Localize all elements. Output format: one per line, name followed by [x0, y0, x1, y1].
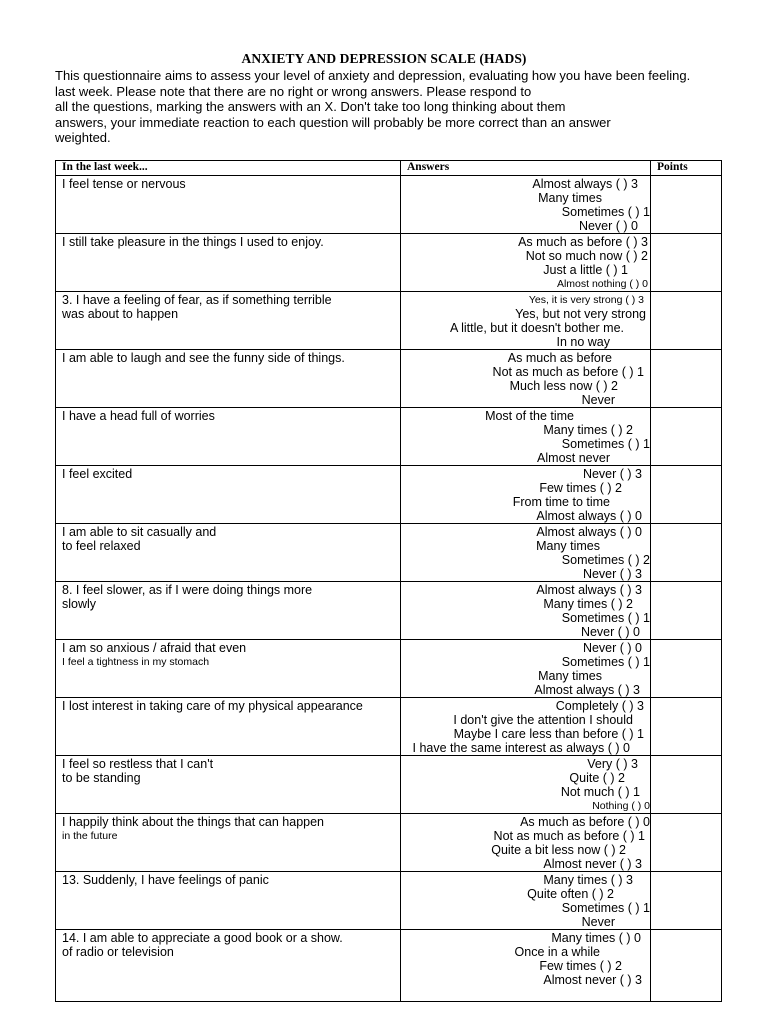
question-text: 3. I have a feeling of fear, as if something terrible [62, 293, 332, 307]
answer-option[interactable]: Quite often ( ) 2 [527, 887, 614, 901]
question-row [56, 176, 722, 234]
points-column-header: Points [651, 161, 722, 176]
question-row [56, 292, 722, 350]
intro-line: weighted. [55, 130, 111, 146]
answers-cell [401, 814, 651, 872]
question-text: to be standing [62, 771, 141, 785]
question-row [56, 640, 722, 698]
intro-paragraph [55, 68, 735, 146]
points-cell[interactable] [651, 176, 722, 234]
question-column-header: In the last week... [56, 161, 401, 176]
question-text: slowly [62, 597, 97, 611]
answer-option[interactable]: Never ( ) 0 [580, 625, 640, 639]
answer-option[interactable]: I don't give the attention I should [453, 713, 633, 727]
answer-option[interactable]: Most of the time [485, 409, 574, 423]
answers-cell [401, 466, 651, 524]
intro-line: This questionnaire aims to assess your level of anxiety and depression, evaluating how you have been feeling. [55, 68, 691, 83]
question-row [56, 814, 722, 872]
answer-option[interactable]: Once in a while [514, 945, 600, 959]
answer-option[interactable]: Maybe I care less than before ( ) 1 [453, 727, 644, 741]
answers-cell [401, 930, 651, 1002]
points-cell[interactable] [651, 292, 722, 350]
question-text: I lost interest in taking care of my physical appearance [62, 699, 363, 713]
answer-option[interactable]: Many times ( ) 0 [551, 931, 641, 945]
question-text: I am so anxious / afraid that even [62, 641, 247, 655]
question-row [56, 408, 722, 466]
answers-cell [401, 872, 651, 930]
points-cell[interactable] [651, 582, 722, 640]
question-text: I still take pleasure in the things I used to enjoy. [62, 235, 324, 249]
answer-option[interactable]: Quite ( ) 2 [569, 771, 625, 785]
question-text: of radio or television [62, 945, 174, 959]
question-cell [56, 466, 401, 524]
question-text: I feel so restless that I can't [62, 757, 214, 771]
answer-option[interactable]: As much as before [507, 351, 612, 365]
answer-option[interactable]: Many times ( ) 2 [543, 597, 633, 611]
answer-option[interactable]: Almost never [537, 451, 610, 465]
answer-option[interactable]: Yes, but not very strong [515, 307, 646, 321]
page-title: ANXIETY AND DEPRESSION SCALE (HADS) [241, 51, 527, 66]
answers-cell [401, 408, 651, 466]
question-cell [56, 756, 401, 814]
answer-option[interactable]: Few times ( ) 2 [539, 481, 622, 495]
question-cell [56, 176, 401, 234]
question-text: to feel relaxed [62, 539, 141, 553]
points-cell[interactable] [651, 814, 722, 872]
answers-cell [401, 582, 651, 640]
intro-line: last week. Please note that there are no right or wrong answers. Please respond to [55, 83, 532, 99]
points-cell[interactable] [651, 350, 722, 408]
points-cell[interactable] [651, 466, 722, 524]
answer-option[interactable]: Almost always ( ) 3 [532, 177, 638, 191]
answer-option[interactable]: Just a little ( ) 1 [543, 263, 628, 277]
answers-cell [401, 350, 651, 408]
answer-option[interactable]: Almost never ( ) 3 [543, 973, 642, 987]
answer-option[interactable]: Quite a bit less now ( ) 2 [491, 843, 626, 857]
question-cell [56, 930, 401, 1002]
points-cell[interactable] [651, 408, 722, 466]
question-row [56, 756, 722, 814]
question-cell [56, 524, 401, 582]
question-cell [56, 350, 401, 408]
question-cell [56, 872, 401, 930]
intro-line: all the questions, marking the answers with an X. Don't take too long thinking about them [55, 99, 566, 115]
answer-option[interactable]: Almost always ( ) 3 [534, 683, 640, 697]
points-cell[interactable] [651, 524, 722, 582]
header-row [56, 161, 722, 176]
points-cell[interactable] [651, 234, 722, 292]
answer-option[interactable]: Many times [538, 669, 602, 683]
question-row [56, 582, 722, 640]
question-row [56, 524, 722, 582]
answer-option[interactable]: Many times [538, 191, 602, 205]
question-rows [56, 176, 722, 1002]
answer-option[interactable]: As much as before ( ) 3 [518, 235, 648, 249]
answer-option[interactable]: Not much ( ) 1 [560, 785, 640, 799]
answer-option[interactable]: I have the same interest as always ( ) 0 [412, 741, 630, 755]
question-text: 8. I feel slower, as if I were doing things more [62, 583, 313, 597]
question-text: in the future [62, 830, 118, 842]
question-text: I feel excited [62, 467, 133, 481]
question-text: I am able to sit casually and [62, 525, 217, 539]
question-text: I have a head full of worries [62, 409, 215, 423]
question-cell [56, 582, 401, 640]
question-text: I feel tense or nervous [62, 177, 186, 191]
question-text: 14. I am able to appreciate a good book or a show. [62, 931, 343, 945]
answers-cell [401, 756, 651, 814]
answer-option[interactable]: Never [581, 915, 615, 929]
answer-option[interactable]: Almost never ( ) 3 [543, 857, 642, 871]
question-row [56, 872, 722, 930]
question-text: I happily think about the things that can happen [62, 815, 324, 829]
answer-option[interactable]: Sometimes ( ) 1 [561, 205, 650, 219]
points-cell[interactable] [651, 872, 722, 930]
question-text: I am able to laugh and see the funny side of things. [62, 351, 345, 365]
answer-option[interactable]: A little, but it doesn't bother me. [449, 321, 624, 335]
answers-column-header: Answers [401, 161, 651, 176]
answer-option[interactable]: Nothing ( ) 0 [592, 800, 650, 812]
answers-cell [401, 640, 651, 698]
answer-option[interactable]: Much less now ( ) 2 [509, 379, 618, 393]
answer-option[interactable]: Never ( ) 0 [582, 641, 642, 655]
answer-option[interactable]: Many times ( ) 2 [543, 423, 633, 437]
answer-option[interactable]: Almost always ( ) 0 [536, 525, 642, 539]
answer-option[interactable]: Not as much as before ( ) 1 [493, 829, 645, 843]
question-cell [56, 814, 401, 872]
question-cell [56, 698, 401, 756]
question-cell [56, 640, 401, 698]
answer-option[interactable]: Many times ( ) 3 [543, 873, 633, 887]
points-cell[interactable] [651, 698, 722, 756]
question-row [56, 698, 722, 756]
question-row [56, 350, 722, 408]
answer-option[interactable]: Never ( ) 3 [582, 567, 642, 581]
answer-option[interactable]: Sometimes ( ) 2 [561, 553, 650, 567]
answer-option[interactable]: Sometimes ( ) 1 [561, 611, 650, 625]
answer-option[interactable]: Never ( ) 0 [578, 219, 638, 233]
answers-cell [401, 524, 651, 582]
answer-option[interactable]: Sometimes ( ) 1 [561, 901, 650, 915]
answers-cell [401, 292, 651, 350]
answer-option[interactable]: Many times [536, 539, 600, 553]
question-text: 13. Suddenly, I have feelings of panic [62, 873, 269, 887]
answer-option[interactable]: Very ( ) 3 [587, 757, 638, 771]
points-cell[interactable] [651, 640, 722, 698]
question-text: was about to happen [62, 307, 179, 321]
question-cell [56, 292, 401, 350]
intro-line: answers, your immediate reaction to each question will probably be more correct than an answer [55, 114, 611, 130]
answer-option[interactable]: Almost nothing ( ) 0 [556, 278, 648, 290]
answer-option[interactable]: In no way [556, 335, 610, 349]
answers-cell [401, 698, 651, 756]
question-row [56, 930, 722, 1002]
question-cell [56, 234, 401, 292]
points-cell[interactable] [651, 756, 722, 814]
answer-option[interactable]: Not as much as before ( ) 1 [492, 365, 644, 379]
answer-option[interactable]: Sometimes ( ) 1 [561, 655, 650, 669]
points-cell[interactable] [651, 930, 722, 1002]
answers-cell [401, 176, 651, 234]
answer-option[interactable]: Few times ( ) 2 [539, 959, 622, 973]
answer-option[interactable]: Never [581, 393, 615, 407]
question-cell [56, 408, 401, 466]
question-text: I feel a tightness in my stomach [62, 656, 210, 668]
answers-cell [401, 234, 651, 292]
hads-table [55, 160, 722, 1002]
question-row [56, 466, 722, 524]
answer-option[interactable]: Yes, it is very strong ( ) 3 [528, 294, 644, 306]
answer-option[interactable]: As much as before ( ) 0 [520, 815, 650, 829]
answer-option[interactable]: Completely ( ) 3 [555, 699, 644, 713]
answer-option[interactable]: Almost always ( ) 3 [536, 583, 642, 597]
question-row [56, 234, 722, 292]
answer-option[interactable]: Almost always ( ) 0 [536, 509, 642, 523]
answer-option[interactable]: Never ( ) 3 [582, 467, 642, 481]
answer-option[interactable]: Not so much now ( ) 2 [525, 249, 648, 263]
answer-option[interactable]: From time to time [512, 495, 610, 509]
answer-option[interactable]: Sometimes ( ) 1 [561, 437, 650, 451]
